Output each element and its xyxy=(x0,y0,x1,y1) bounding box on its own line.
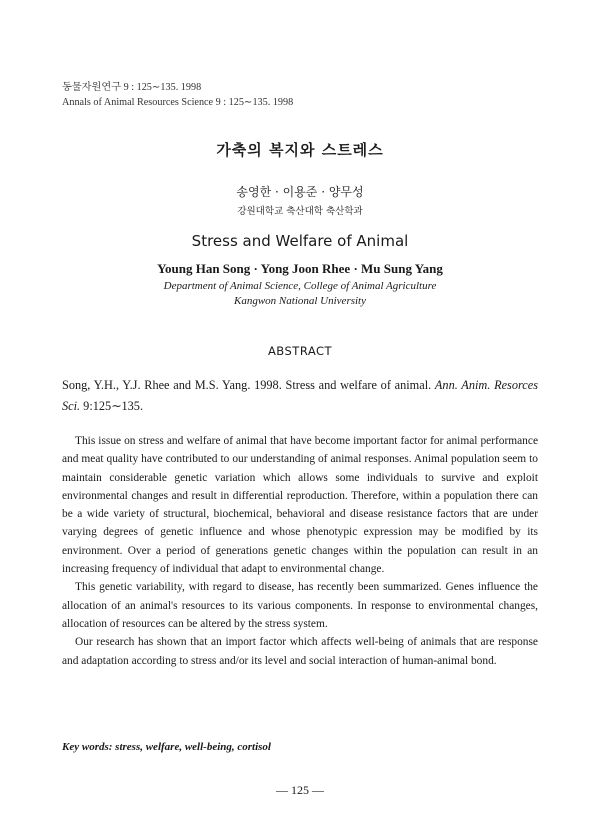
journal-header xyxy=(62,80,293,110)
journal-header-english: Annals of Animal Resources Science 9 : 125∼135. 1998 xyxy=(62,97,294,108)
affiliation-line-1: Department of Animal Science, College of Animal Agriculture xyxy=(163,280,437,292)
page-number: — 125 — xyxy=(276,783,324,797)
keywords: Key words: stress, welfare, well-being, cortisol xyxy=(62,741,271,753)
korean-title: 가축의 복지와 스트레스 xyxy=(216,141,384,159)
korean-authors: 송영한 · 이용준 · 양무성 xyxy=(236,185,364,199)
journal-header-korean: 동물자원연구 9 : 125∼135. 1998 xyxy=(62,82,202,93)
abstract-body xyxy=(62,432,538,670)
english-affiliation xyxy=(0,279,600,308)
affiliation-line-2: Kangwon National University xyxy=(234,294,366,307)
abstract-heading: ABSTRACT xyxy=(267,344,333,358)
citation-journal: Ann. Anim. Resorces Sci. xyxy=(62,378,538,413)
citation-pages: 9:125∼135. xyxy=(80,399,144,413)
citation-authors: Song, Y.H., Y.J. Rhee and M.S. Yang. 1998. Stress and welfare of animal. xyxy=(62,378,435,392)
citation xyxy=(62,375,538,417)
english-title: Stress and Welfare of Animal xyxy=(191,232,409,250)
english-authors: Young Han Song · Yong Joon Rhee · Mu Sung Yang xyxy=(157,261,443,276)
abstract-paragraph: Our research has shown that an import factor which affects well-being of animals that are response and adaptation according to stress and/or its level and social interaction of human-animal bond. xyxy=(62,636,538,667)
abstract-paragraph: This issue on stress and welfare of animal that have become important factor for animal performance and meat quality have contributed to our understanding of animal responses. Animal population seem to maintain considerable genetic variation which allows some individuals to survive and exploit environmental changes and result in differential reproduction. Therefore, within a population there can be a wide variety of structural, biochemical, behavioral and disease resistance factors that are under varying degrees of genetic influence and whose phenotypic expression may be modified by its environment. Over a period of generations genetic changes within the population can result in an increasing frequency of individual that adapt to environmental change. xyxy=(62,435,538,576)
abstract-paragraph: This genetic variability, with regard to disease, has recently been summarized. Genes influence the allocation of an animal's resources to its various components. In response to environmental changes, allocation of resources can be altered by the stress system. xyxy=(62,581,538,630)
korean-affiliation: 강원대학교 축산대학 축산학과 xyxy=(237,206,363,217)
